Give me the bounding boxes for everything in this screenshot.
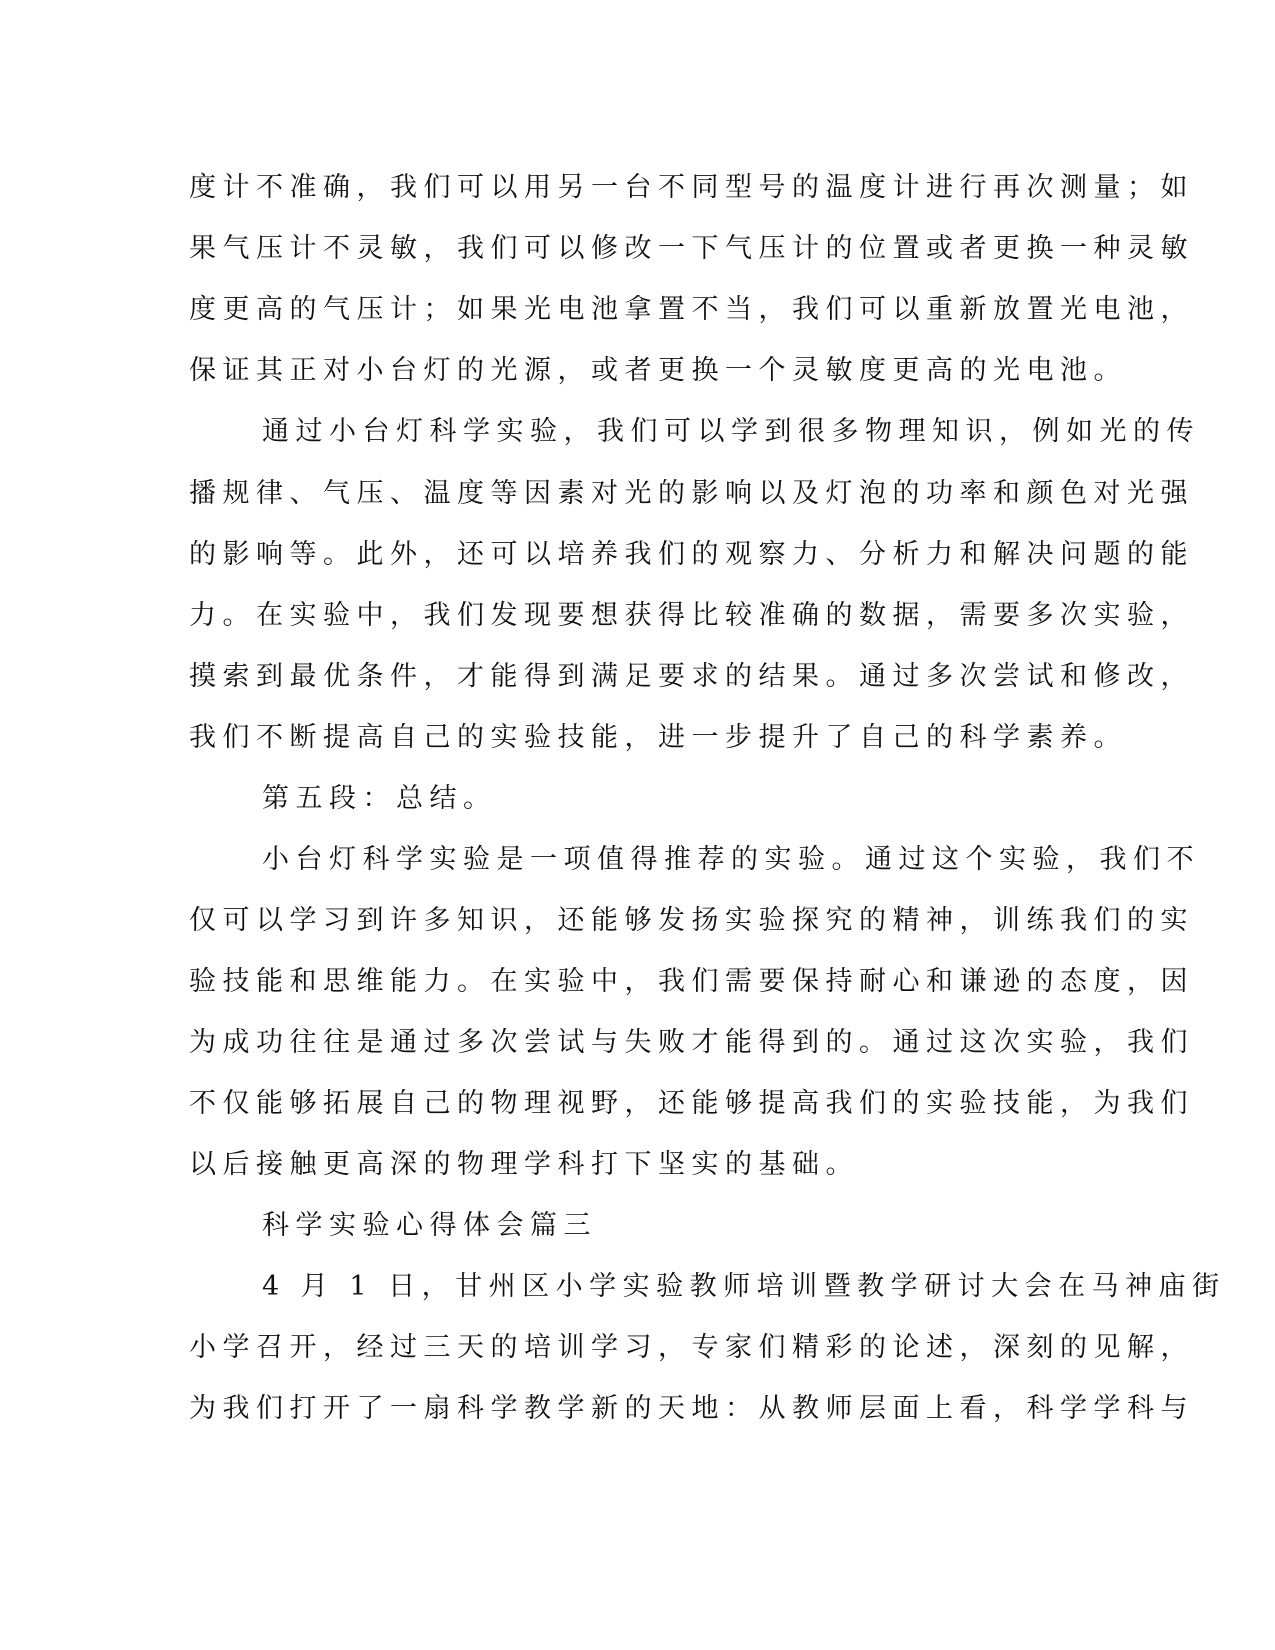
- text-line: 度计不准确，我们可以用另一台不同型号的温度计进行再次测量；如: [189, 172, 1194, 203]
- text-line: 摸索到最优条件，才能得到满足要求的结果。通过多次尝试和修改，: [189, 661, 1194, 692]
- paragraph-first-line: 小台灯科学实验是一项值得推荐的实验。通过这个实验，我们不: [262, 844, 1200, 875]
- text-line: 果气压计不灵敏，我们可以修改一下气压计的位置或者更换一种灵敏: [189, 233, 1194, 264]
- section-heading: 第五段：总结。: [262, 783, 497, 814]
- paragraph-first-line: 4 月 1 日，甘州区小学实验教师培训暨教学研讨大会在马神庙街: [262, 1271, 1226, 1302]
- text-line: 小学召开，经过三天的培训学习，专家们精彩的论述，深刻的见解，: [189, 1332, 1194, 1363]
- text-line: 仅可以学习到许多知识，还能够发扬实验探究的精神，训练我们的实: [189, 905, 1194, 936]
- text-line: 以后接触更高深的物理学科打下坚实的基础。: [189, 1149, 859, 1180]
- text-line: 我们不断提高自己的实验技能，进一步提升了自己的科学素养。: [189, 722, 1127, 753]
- text-line: 度更高的气压计；如果光电池拿置不当，我们可以重新放置光电池，: [189, 294, 1194, 325]
- text-line: 的影响等。此外，还可以培养我们的观察力、分析力和解决问题的能: [189, 539, 1194, 570]
- text-line: 保证其正对小台灯的光源，或者更换一个灵敏度更高的光电池。: [189, 355, 1127, 386]
- article-title: 科学实验心得体会篇三: [262, 1210, 597, 1241]
- text-line: 力。在实验中，我们发现要想获得比较准确的数据，需要多次实验，: [189, 600, 1194, 631]
- paragraph-first-line: 通过小台灯科学实验，我们可以学到很多物理知识，例如光的传: [262, 416, 1200, 447]
- text-line: 不仅能够拓展自己的物理视野，还能够提高我们的实验技能，为我们: [189, 1088, 1194, 1119]
- text-line: 验技能和思维能力。在实验中，我们需要保持耐心和谦逊的态度，因: [189, 966, 1194, 997]
- text-line: 播规律、气压、温度等因素对光的影响以及灯泡的功率和颜色对光强: [189, 478, 1194, 509]
- text-line: 为成功往往是通过多次尝试与失败才能得到的。通过这次实验，我们: [189, 1027, 1194, 1058]
- text-line: 为我们打开了一扇科学教学新的天地：从教师层面上看，科学学科与: [189, 1393, 1194, 1424]
